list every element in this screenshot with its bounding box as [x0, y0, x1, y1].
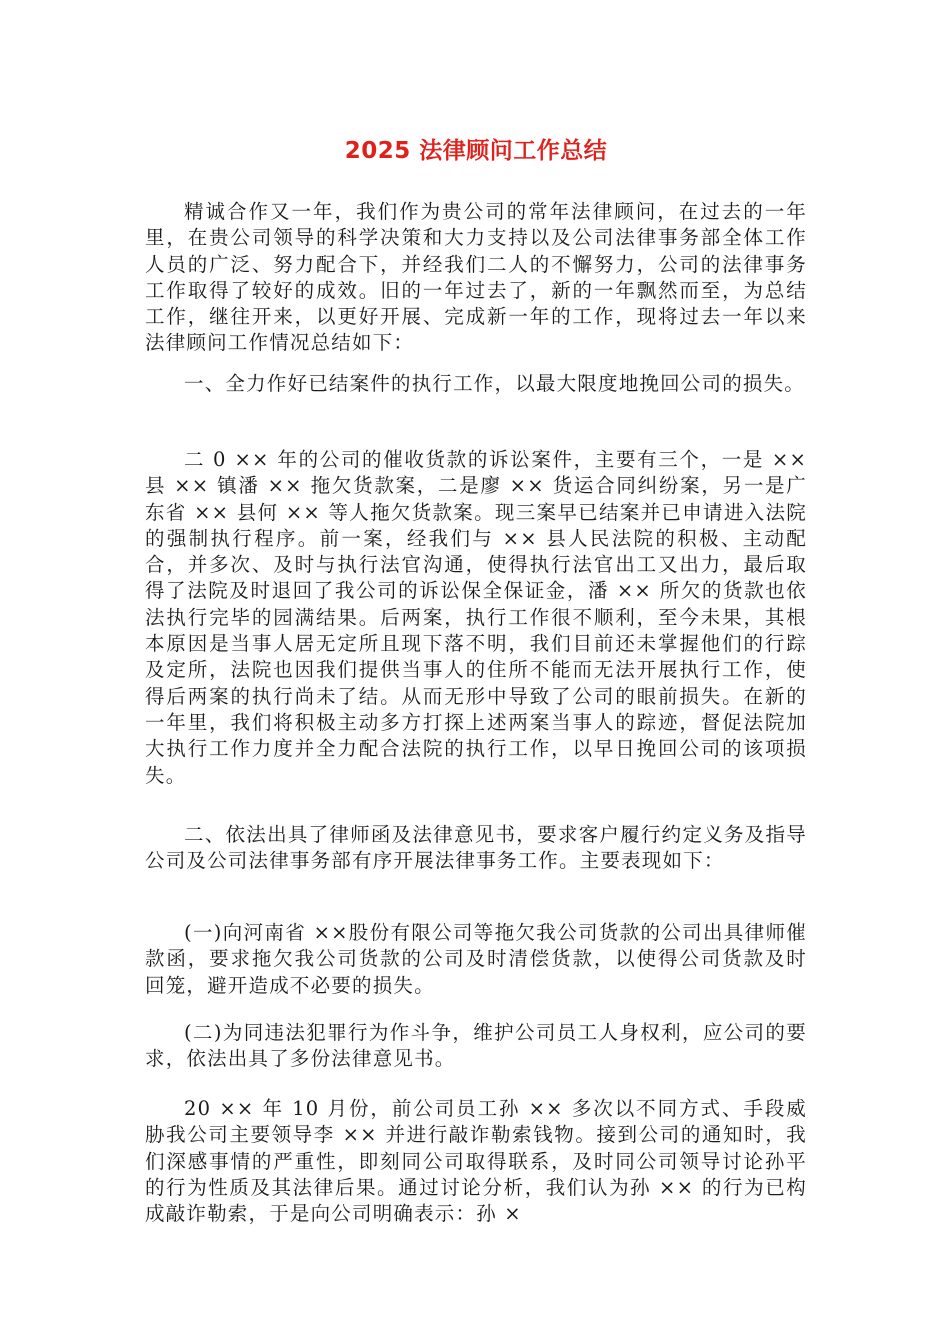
paragraph-case-execution: 二 0 ×× 年的公司的催收货款的诉讼案件，主要有三个，一是 ×× 县 ×× 镇潘 ×× 拖欠货款案，二是廖 ×× 货运合同纠纷案，另一是广东省 ×× 县何 ×× 等人拖欠货款案。现三案早已结案并已申请进入法院的强制执行程序。前一案，经我们与 ×× 县人民法院的积极、主动配合，并多次、及时与执行法官沟通，使得执行法官出工又出力，最后取得了法院及时退回了我公司的诉讼保全保证金，潘 ×× 所欠的货款也依法执行完毕的园满结果。后两案，执行工作很不顺利，至今未果，其根本原因是当事人居无定所且现下落不明，我们目前还未掌握他们的行踪及定所，法院也因我们提供当事人的住所不能而无法开展执行工作，使得后两案的执行尚未了结。从而无形中导致了公司的眼前损失。在新的一年里，我们将积极主动多方打探上述两案当事人的踪迹，督促法院加大执行工作力度并全力配合法院的执行工作，以早日挽回公司的该项损失。 — [145, 448, 807, 787]
paragraph-section-2-heading: 二、依法出具了律师函及法律意见书，要求客户履行约定义务及指导公司及公司法律事务部有序开展法律事务工作。主要表现如下： — [145, 823, 807, 873]
document-title: 2025 法律顾问工作总结 — [344, 138, 608, 164]
paragraph-extortion-case: 20 ×× 年 10 月份，前公司员工孙 ×× 多次以不同方式、手段威胁我公司主要领导李 ×× 并进行敲诈勒索钱物。接到公司的通知时，我们深感事情的严重性，即刻同公司取得联系，及时同公司领导讨论孙平的行为性质及其法律后果。通过讨论分析，我们认为孙 ×× 的行为已构成敲诈勒索，于是向公司明确表示：孙 × — [145, 1097, 807, 1226]
paragraph-item-1: (一)向河南省 ××股份有限公司等拖欠我公司货款的公司出具律师催款函，要求拖欠我公司货款的公司及时清偿货款，以使得公司货款及时回笼，避开造成不必要的损失。 — [145, 921, 807, 997]
paragraph-item-2: (二)为同违法犯罪行为作斗争，维护公司员工人身权利，应公司的要求，依法出具了多份法律意见书。 — [145, 1021, 807, 1071]
paragraph-section-1-heading: 一、全力作好已结案件的执行工作，以最大限度地挽回公司的损失。 — [184, 372, 806, 395]
paragraph-intro: 精诚合作又一年，我们作为贵公司的常年法律顾问，在过去的一年里，在贵公司领导的科学决策和大力支持以及公司法律事务部全体工作人员的广泛、努力配合下，并经我们二人的不懈努力，公司的法律事务工作取得了较好的成效。旧的一年过去了，新的一年飘然而至，为总结工作，继往开来，以更好开展、完成新一年的工作，现将过去一年以来法律顾问工作情况总结如下： — [145, 200, 807, 355]
